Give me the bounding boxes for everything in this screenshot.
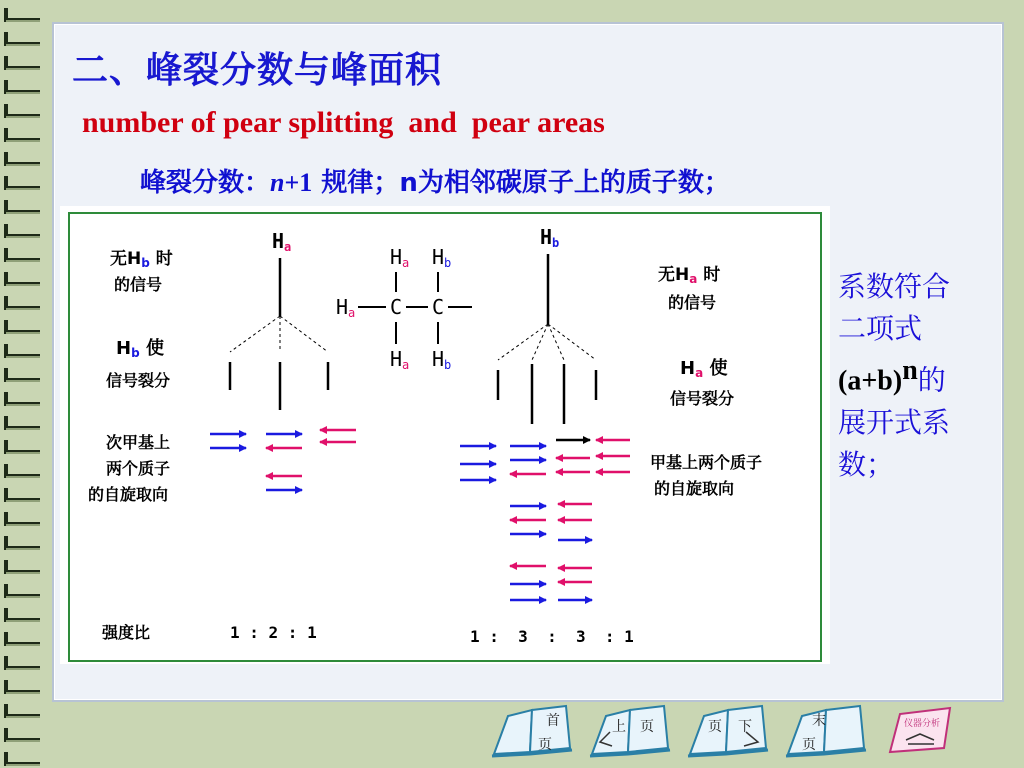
- prev-label-1: 上: [612, 719, 626, 735]
- binder-ring: [6, 176, 40, 188]
- binder-ring: [6, 224, 40, 236]
- binder-ring: [6, 128, 40, 140]
- nmr-splitting-diagram: [70, 214, 820, 660]
- binder-ring: [6, 200, 40, 212]
- side-de: 的: [917, 363, 946, 397]
- svg-text:Ha: Ha: [390, 347, 410, 372]
- binder-spiral: [0, 0, 56, 768]
- right-spin-arrows: [460, 440, 630, 600]
- book-icon: [686, 702, 772, 760]
- side-line2: 二项式: [838, 312, 923, 345]
- last-label-1: 末: [812, 713, 826, 729]
- next-page-button[interactable]: [686, 702, 772, 760]
- binder-ring: [6, 392, 40, 404]
- binomial-exp: n: [902, 355, 918, 386]
- left-hb-use-label: Hb 使: [116, 338, 164, 360]
- left-orient-2: 两个质子: [106, 459, 171, 478]
- left-orient-1: 次甲基上: [106, 433, 171, 452]
- rule-plus: +1: [284, 168, 313, 197]
- binder-ring: [6, 464, 40, 476]
- left-triplet-peaks: [230, 362, 328, 410]
- left-split-guides: [230, 316, 328, 352]
- right-ha-use-label: Ha 使: [680, 358, 728, 380]
- book-icon: [886, 702, 956, 760]
- rule-prefix: 峰裂分数：: [140, 168, 271, 198]
- right-peak-label: Hb: [540, 225, 560, 250]
- left-ratio-label: 强度比: [102, 623, 151, 642]
- left-orient-3: 的自旋取向: [88, 485, 169, 504]
- binder-ring: [6, 536, 40, 548]
- binder-ring: [6, 656, 40, 668]
- binder-ring: [6, 560, 40, 572]
- right-orient-1: 甲基上两个质子: [650, 453, 763, 472]
- binder-ring: [6, 752, 40, 764]
- slide-nav: [490, 702, 960, 766]
- instrument-analysis-button[interactable]: [886, 702, 956, 760]
- ethyl-bonds: [358, 272, 472, 344]
- rule-suffix: 规律；n为相邻碳原子上的质子数；: [312, 168, 730, 198]
- last-page-button[interactable]: [784, 702, 870, 760]
- binder-ring: [6, 368, 40, 380]
- side-line1: 系数符合: [838, 270, 951, 303]
- right-orient-2: 的自旋取向: [654, 479, 735, 498]
- slide-subtitle: number of pear splitting and pear areas: [82, 106, 605, 139]
- binder-ring: [6, 344, 40, 356]
- binomial-expr: (a+b): [838, 365, 903, 397]
- binder-ring: [6, 704, 40, 716]
- binder-ring: [6, 80, 40, 92]
- left-peak-label: Ha: [272, 229, 292, 254]
- slide-title: 二、峰裂分数与峰面积: [72, 50, 443, 91]
- binder-ring: [6, 56, 40, 68]
- binder-ring: [6, 488, 40, 500]
- side-line4: 展开式系: [838, 406, 951, 440]
- ethyl-structure: [336, 245, 451, 372]
- binder-ring: [6, 152, 40, 164]
- right-quartet-peaks: [498, 364, 596, 424]
- binder-ring: [6, 320, 40, 332]
- svg-text:Ha: Ha: [336, 295, 356, 320]
- binder-ring: [6, 584, 40, 596]
- right-ratio: 1 : 3 : 3 : 1: [470, 627, 634, 646]
- binder-ring: [6, 248, 40, 260]
- binder-ring: [6, 632, 40, 644]
- left-ratio: 1 : 2 : 1: [230, 623, 317, 642]
- side-line3: [838, 350, 988, 402]
- instrument-label: 仪器分析: [904, 719, 941, 729]
- book-icon: [588, 702, 674, 760]
- next-label-2: 下: [738, 719, 752, 735]
- svg-text:Hb: Hb: [432, 245, 452, 270]
- binder-ring: [6, 608, 40, 620]
- right-ha-use-line2: 信号裂分: [670, 389, 735, 408]
- first-label-1: 首: [546, 713, 560, 729]
- diagram-panel: [60, 206, 830, 664]
- binder-ring: [6, 8, 40, 20]
- binder-ring: [6, 296, 40, 308]
- binder-ring: [6, 680, 40, 692]
- binder-ring: [6, 32, 40, 44]
- binder-ring: [6, 728, 40, 740]
- first-page-button[interactable]: [490, 702, 576, 760]
- binder-ring: [6, 416, 40, 428]
- prev-page-button[interactable]: [588, 702, 674, 760]
- prev-label-2: 页: [640, 719, 654, 735]
- binder-ring: [6, 512, 40, 524]
- svg-text:Ha: Ha: [390, 245, 410, 270]
- left-spin-arrows: [210, 430, 356, 490]
- book-icon: [784, 702, 870, 760]
- last-label-2: 页: [802, 737, 816, 753]
- svg-text:Hb: Hb: [432, 347, 452, 372]
- next-label-1: 页: [708, 719, 722, 735]
- svg-text:C: C: [432, 295, 445, 319]
- binomial-note: [838, 266, 988, 486]
- left-no-hb-line2: 的信号: [114, 275, 163, 294]
- binder-ring: [6, 440, 40, 452]
- rule-n: n: [270, 168, 285, 197]
- diagram-box: [68, 212, 822, 662]
- left-no-hb-label: 无Hb 时: [110, 249, 173, 270]
- splitting-rule: [140, 162, 730, 199]
- left-hb-use-line2: 信号裂分: [106, 371, 171, 390]
- right-split-guides: [498, 324, 596, 360]
- svg-text:C: C: [390, 295, 403, 319]
- binder-ring: [6, 104, 40, 116]
- right-no-ha-line2: 的信号: [668, 293, 717, 312]
- binder-ring: [6, 272, 40, 284]
- book-icon: [490, 702, 576, 760]
- side-line5: 数；: [838, 448, 895, 482]
- right-no-ha-label: 无Ha 时: [658, 265, 721, 286]
- first-label-2: 页: [538, 737, 552, 753]
